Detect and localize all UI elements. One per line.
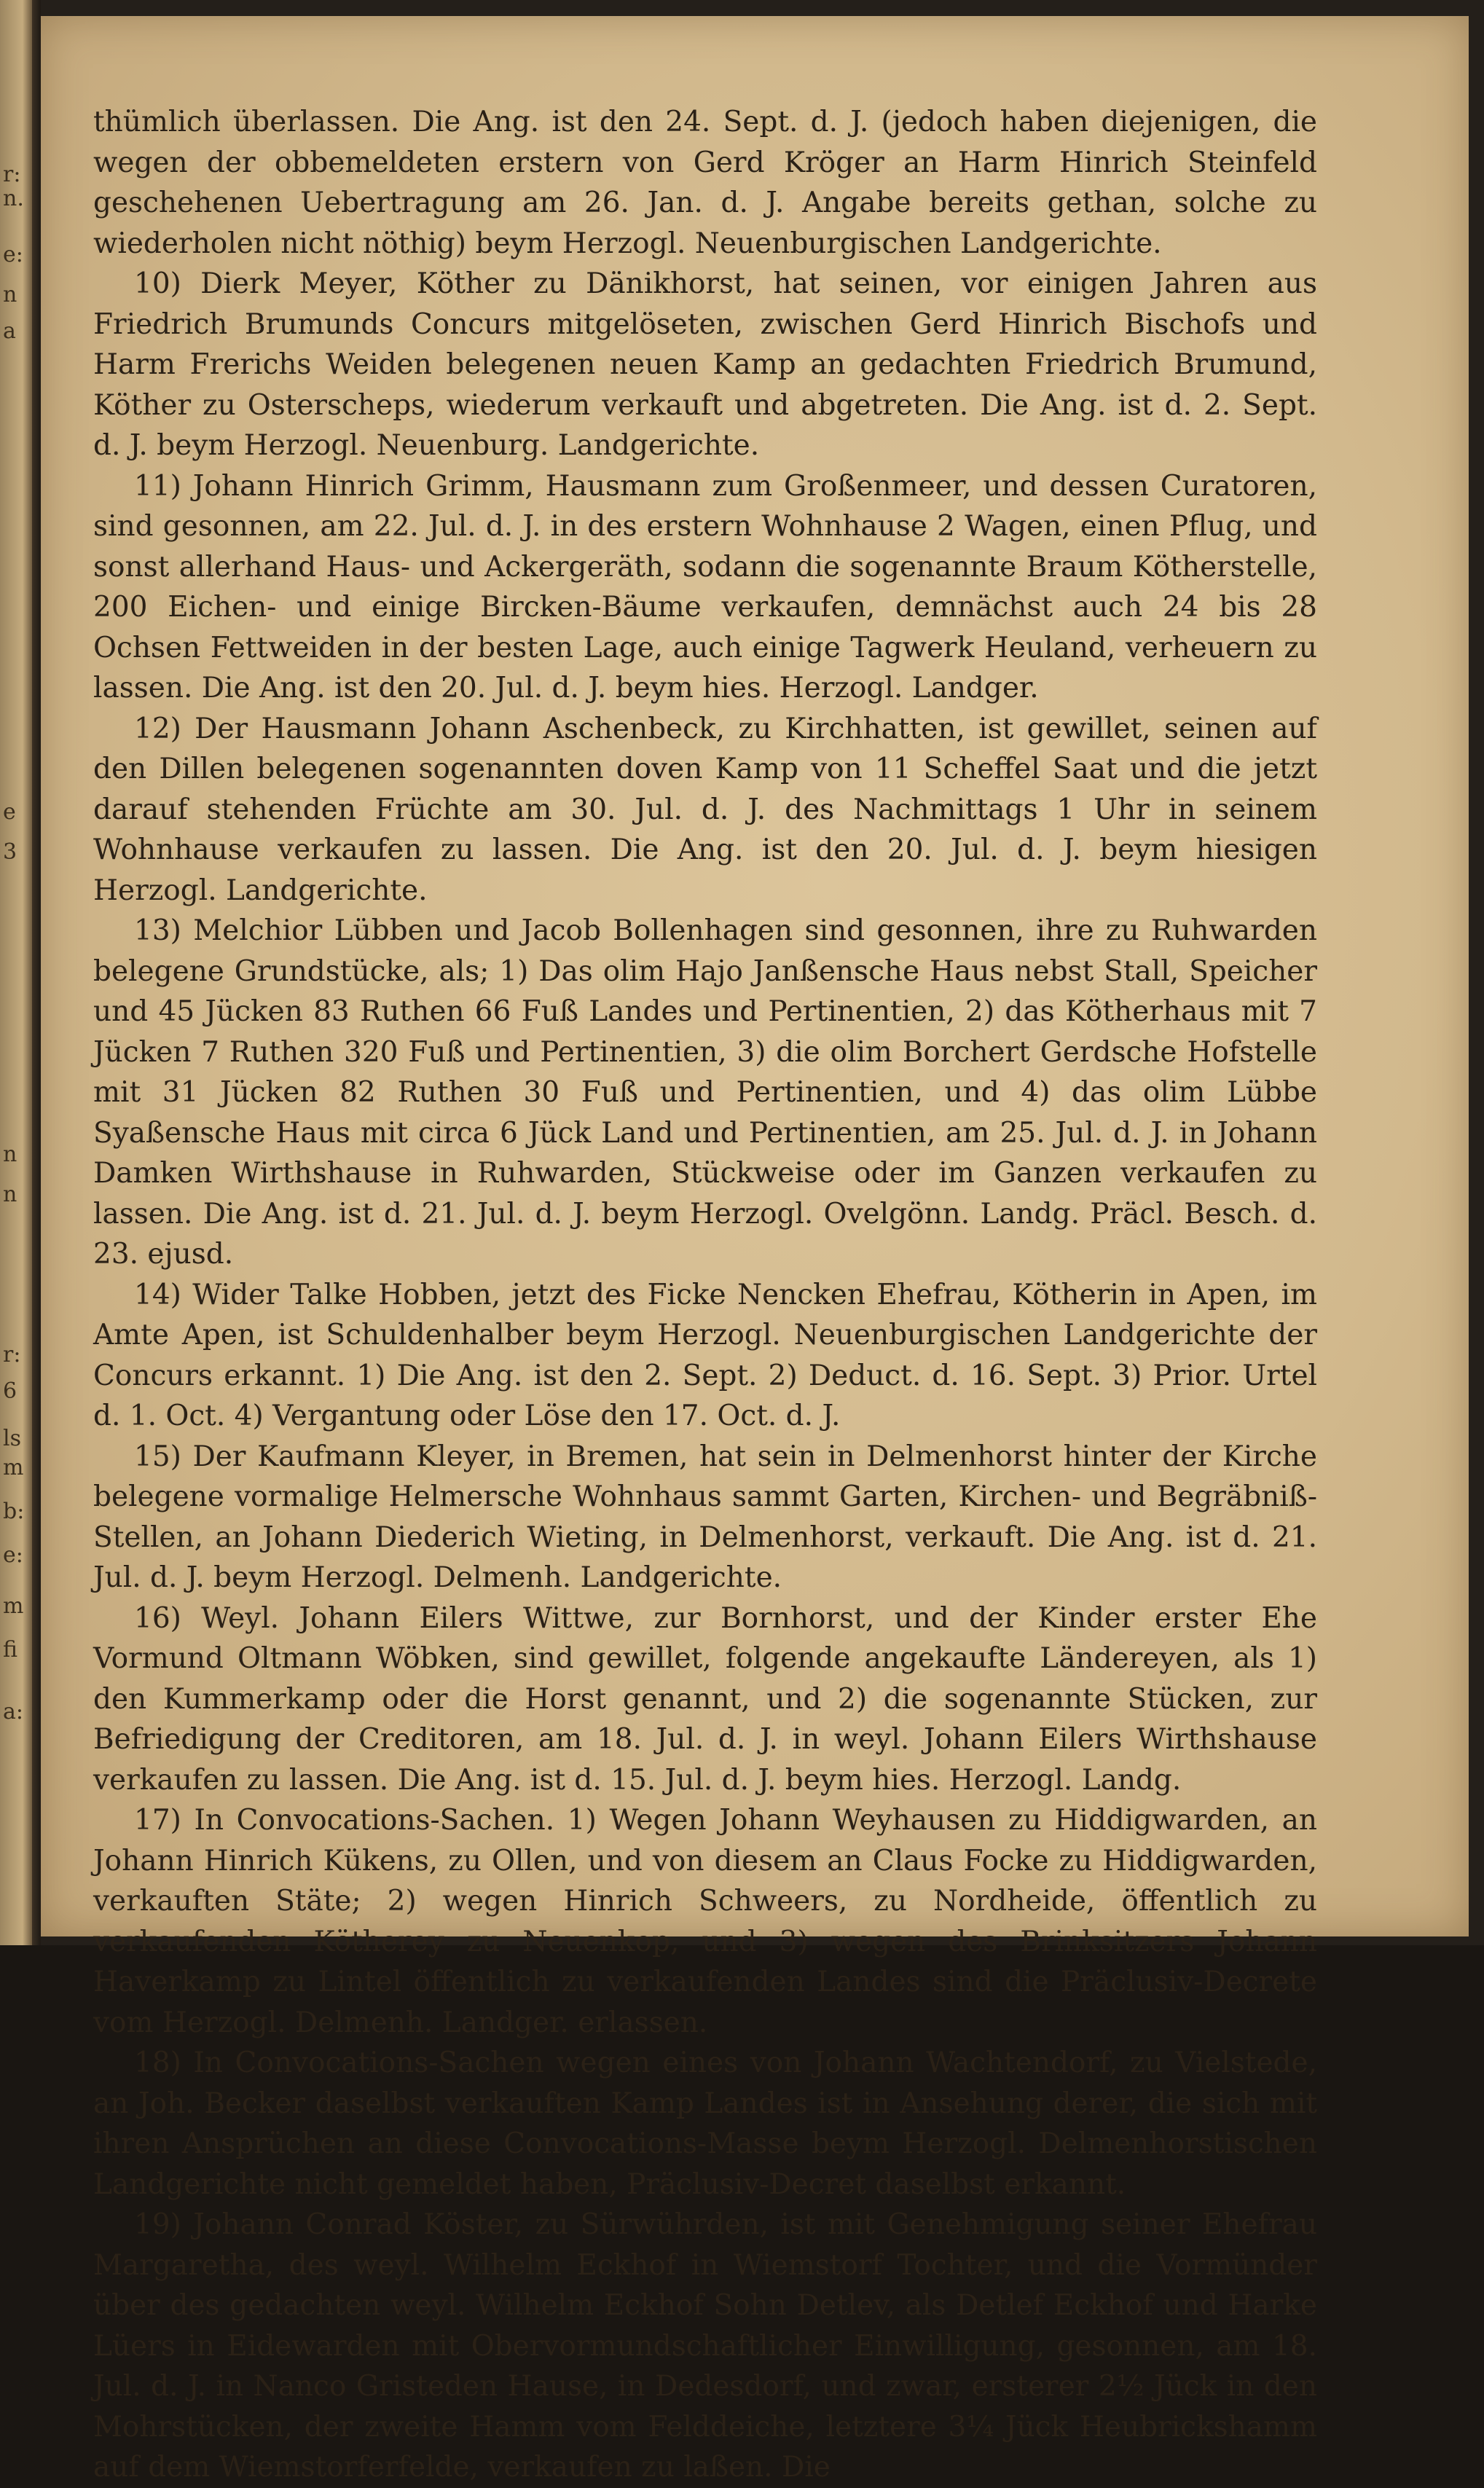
entry-14: 14) Wider Talke Hobben, jetzt des Ficke Nencken Ehefrau, Kötherin in Apen, im Amte Apen, ist Schuldenhalber beym Herzogl. Neuenburgischen Landgerichte der Concurs erkannt. 1) Die Ang. ist den 2. Sept. 2) Deduct. d. 16. Sept. 3) Prior. Urtel d. 1. Oct. 4) Vergantung oder Löse den 17. Oct. d. J.	[93, 1278, 1317, 1432]
previous-page-fragment: 3	[3, 839, 17, 865]
previous-page-fragment: e:	[3, 242, 23, 267]
previous-page-fragment: m	[3, 1455, 24, 1480]
continued-entry: thümlich überlassen. Die Ang. ist den 24. Sept. d. J. (jedoch haben diejenigen, die wegen der obbemeldeten erstern von Gerd Kröger an Harm Hinrich Steinfeld geschehenen Uebertragung am 26. Jan. d. J. Angabe bereits gethan, solche zu wiederholen nicht nöthig) beym Herzogl. Neuenburgischen Landgerichte.	[93, 106, 1317, 260]
previous-page-fragment: n	[3, 1142, 17, 1167]
entry-10: 10) Dierk Meyer, Köther zu Dänikhorst, hat seinen, vor einigen Jahren aus Friedrich Brumunds Concurs mitgelöseten, zwischen Gerd Hinrich Bischofs und Harm Frerichs Weiden belegenen neuen Kamp an gedachten Friedrich Brumund, Köther zu Osterscheps, wiederum verkauft und abgetreten. Die Ang. ist d. 2. Sept. d. J. beym Herzogl. Neuenburg. Landgerichte.	[93, 267, 1317, 462]
entry-18: 18) In Convocations-Sachen wegen eines von Johann Wachtendorf, zu Vielstede, an Joh. Becker daselbst verkauften Kamp Landes ist in Ansehung derer, die sich mit ihren Ansprüchen an diese Convocations-Masse beym Herzogl. Delmenhorstischen Landgerichte nicht gemeldet haben, Präclusiv-Decret daselbst erkannt.	[93, 2046, 1317, 2201]
entry-19: 19) Johann Conrad Köster, zu Sürwührden, ist mit Genehmigung seiner Ehefrau Margaretha, des weyl. Wilhelm Eckhof in Wiemstorf Tochter, und die Vormünder über des gedachten weyl. Wilhelm Eckhof Sohn Detlev, als Detlef Eckhof und Harke Lüers in Eidewarden mit Obervormundschaftlicher Einwilligung, gesonnen, am 18. Jul. d. J. in Nanco Gristeden Hause, in Dedesdorf, und zwar, ersterer 2½ Jück in den Mohrstücken, der zweite Hamm vom Felddeiche, letztere 3¼ Jück Heubrickshamm auf dem Wiemstorferfelde, verkaufen zu laßen. Die	[93, 2208, 1317, 2484]
entry-12: 12) Der Hausmann Johann Aschenbeck, zu Kirchhatten, ist gewillet, seinen auf den Dillen belegenen sogenannten doven Kamp von 11 Scheffel Saat und die jetzt darauf stehenden Früchte am 30. Jul. d. J. des Nachmittags 1 Uhr in seinem Wohnhause verkaufen zu lassen. Die Ang. ist den 20. Jul. d. J. beym hiesigen Herzogl. Landgerichte.	[93, 712, 1317, 907]
previous-page-fragment: r:	[3, 162, 21, 187]
previous-page-edge	[0, 0, 32, 1945]
page-text	[93, 102, 1317, 2488]
previous-page-fragment: n	[3, 1182, 17, 1207]
previous-page-fragment: b:	[3, 1499, 25, 1524]
previous-page-fragment: fi	[3, 1637, 18, 1663]
previous-page-fragment: e	[3, 799, 16, 825]
previous-page-fragment: a	[3, 318, 16, 344]
book-gutter	[32, 0, 41, 1945]
previous-page-fragment: n	[3, 282, 17, 307]
previous-page-fragment: ls	[3, 1426, 21, 1451]
previous-page-fragment: n.	[3, 186, 24, 211]
previous-page-fragment: r:	[3, 1342, 21, 1367]
previous-page-fragment: m	[3, 1593, 24, 1619]
previous-page-fragment: e:	[3, 1542, 23, 1568]
newspaper-page	[41, 16, 1469, 2484]
previous-page-fragment: a:	[3, 1699, 23, 1724]
previous-page-fragment: 6	[3, 1378, 17, 1404]
entry-13: 13) Melchior Lübben und Jacob Bollenhagen sind gesonnen, ihre zu Ruhwarden belegene Grundstücke, als; 1) Das olim Hajo Janßensche Haus nebst Stall, Speicher und 45 Jücken 83 Ruthen 66 Fuß Landes und Pertinentien, 2) das Kötherhaus mit 7 Jücken 7 Ruthen 320 Fuß und Pertinentien, 3) die olim Borchert Gerdsche Hofstelle mit 31 Jücken 82 Ruthen 30 Fuß und Pertinentien, und 4) das olim Lübbe Syaßensche Haus mit circa 6 Jück Land und Pertinentien, am 25. Jul. d. J. in Johann Damken Wirthshause in Ruhwarden, Stückweise oder im Ganzen verkaufen zu lassen. Die Ang. ist d. 21. Jul. d. J. beym Herzogl. Ovelgönn. Landg. Präcl. Besch. d. 23. ejusd.	[93, 914, 1317, 1271]
entry-16: 16) Weyl. Johann Eilers Wittwe, zur Bornhorst, und der Kinder erster Ehe Vormund Oltmann Wöbken, sind gewillet, folgende angekaufte Ländereyen, als 1) den Kummerkamp oder die Horst genannt, und 2) die sogenannte Stücken, zur Befriedigung der Creditoren, am 18. Jul. d. J. in weyl. Johann Eilers Wirthshause verkaufen zu lassen. Die Ang. ist d. 15. Jul. d. J. beym hies. Herzogl. Landg.	[93, 1601, 1317, 1797]
entry-11: 11) Johann Hinrich Grimm, Hausmann zum Großenmeer, und dessen Curatoren, sind gesonnen, am 22. Jul. d. J. in des erstern Wohnhause 2 Wagen, einen Pflug, und sonst allerhand Haus- und Ackergeräth, sodann die sogenannte Braum Kötherstelle, 200 Eichen- und einige Bircken-Bäume verkaufen, demnächst auch 24 bis 28 Ochsen Fettweiden in der besten Lage, auch einige Tagwerk Heuland, verheuern zu lassen. Die Ang. ist den 20. Jul. d. J. beym hies. Herzogl. Landger.	[93, 469, 1317, 705]
entry-15: 15) Der Kaufmann Kleyer, in Bremen, hat sein in Delmenhorst hinter der Kirche belegene vormalige Helmersche Wohnhaus sammt Garten, Kirchen- und Begräbniß-Stellen, an Johann Diederich Wieting, in Delmenhorst, verkauft. Die Ang. ist d. 21. Jul. d. J. beym Herzogl. Delmenh. Landgerichte.	[93, 1440, 1317, 1594]
entry-17: 17) In Convocations-Sachen. 1) Wegen Johann Weyhausen zu Hiddigwarden, an Johann Hinrich Kükens, zu Ollen, und von diesem an Claus Focke zu Hiddigwarden, verkauften Stäte; 2) wegen Hinrich Schweers, zu Nordheide, öffentlich zu verkaufenden Kötherey zu Neuenkop, und 3) wegen des Brinksitzers Johann Haverkamp zu Lintel öffentlich zu verkaufenden Landes sind die Präclusiv-Decrete vom Herzogl. Delmenh. Landger. erlassen.	[93, 1804, 1317, 2039]
